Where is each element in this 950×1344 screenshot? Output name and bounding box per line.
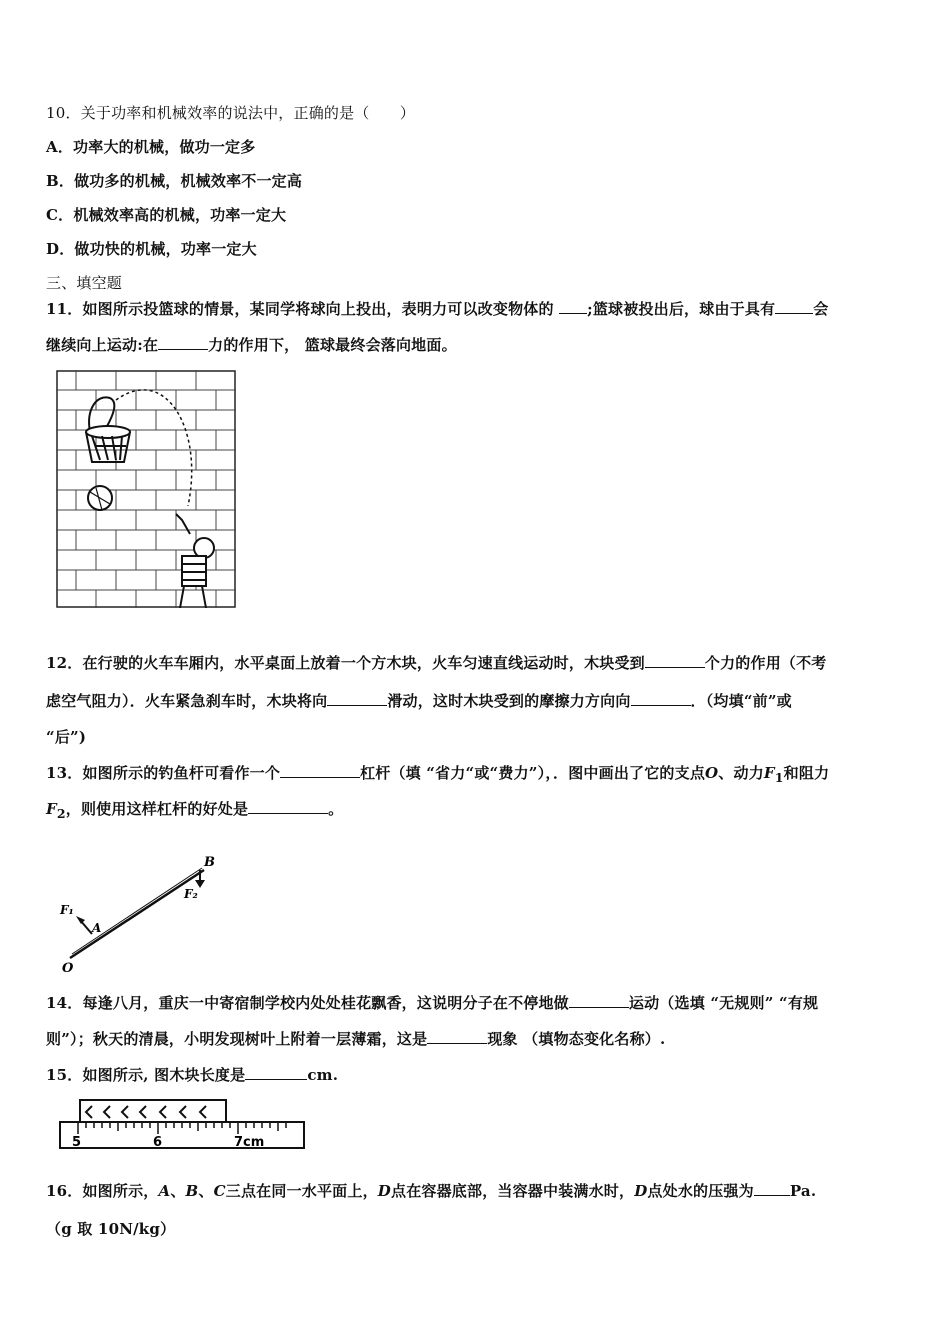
q15-line-1: [46, 1064, 338, 1085]
q12-text-1a: 12．在行驶的火车车厢内，水平桌面上放着一个方木块，火车匀速直线运动时，木块受到: [46, 654, 645, 672]
q12-blank-2: [327, 691, 387, 706]
q16-text-1a: 16．如图所示，: [46, 1182, 159, 1200]
ruler-tick-5: 5: [72, 1135, 82, 1150]
q13-line-2: [46, 798, 343, 821]
q13-var-f1: F: [763, 764, 775, 782]
q13-text-sep: 、动力: [718, 764, 764, 782]
q14-blank-1: [569, 993, 629, 1008]
q16-line-2: （g 取 10N/kg）: [46, 1220, 176, 1238]
ruler-tick-7: 7cm: [234, 1135, 265, 1150]
q13-blank-1: [280, 763, 360, 778]
label-f2: F₂: [184, 887, 198, 901]
q12-blank-1: [645, 653, 705, 668]
rod-line: [70, 870, 204, 958]
q16-line-1: [46, 1180, 816, 1201]
q12-blank-3: [631, 691, 691, 706]
q13-line-1: [46, 762, 829, 785]
q13-blank-2: [248, 799, 328, 814]
ruler-figure: [56, 1098, 308, 1154]
q10-option-b: B．做功多的机械，机械效率不一定高: [46, 172, 303, 190]
q13-text-2: ，则使用这样杠杆的好处是: [65, 800, 249, 818]
q12-line-2: [46, 690, 792, 711]
fishing-rod-figure: [52, 850, 242, 976]
q11-text-1b: ;篮球被投出后，球由于具有: [587, 300, 776, 318]
label-f1: F₁: [60, 903, 74, 917]
q11-line-1: [46, 298, 828, 319]
q14-text-1b: 运动（选填 “无规则” “有规: [628, 994, 819, 1012]
q14-text-2a: 则”）；秋天的清晨，小明发现树叶上附着一层薄霜，这是: [46, 1030, 428, 1048]
basketball-figure: [56, 370, 236, 608]
q16-var-d2: D: [634, 1182, 648, 1200]
q14-text-1a: 14．每逢八月，重庆一中寄宿制学校内处处桂花飘香，这说明分子在不停地做: [46, 994, 569, 1012]
q11-text-2b: 力的作用下， 篮球最终会落向地面。: [208, 336, 457, 354]
q14-blank-2: [427, 1029, 487, 1044]
q10-stem: 10．关于功率和机械效率的说法中，正确的是（ ）: [46, 104, 416, 122]
q16-sep-1: 、: [170, 1182, 186, 1200]
q12-line-1: [46, 652, 827, 673]
q12-line-3: “后”): [46, 728, 87, 746]
q10-option-d: D．做功快的机械，功率一定大: [46, 240, 257, 258]
q16-var-b: B: [185, 1182, 199, 1200]
q14-line-1: [46, 992, 818, 1013]
q16-text-1d: 点处水的压强为: [647, 1182, 754, 1200]
q13-text-end: 。: [328, 800, 344, 818]
q11-blank-2: [775, 299, 813, 314]
q16-text-1c: 点在容器底部，当容器中装满水时，: [391, 1182, 635, 1200]
q11-text-2a: 继续向上运动:在: [46, 336, 159, 354]
q15-text-1a: 15．如图所示, 图木块长度是: [46, 1066, 246, 1084]
q13-text-1b: 杠杆（填 “省力“或“费力”），．图中画出了它的支点: [360, 764, 706, 782]
label-a: A: [92, 921, 102, 935]
q13-var-f2: F: [46, 800, 57, 818]
q11-text-1c: 会: [813, 300, 829, 318]
q16-blank-1: [754, 1181, 790, 1196]
q14-line-2: [46, 1028, 665, 1049]
q14-text-2b: 现象 （填物态变化名称）.: [487, 1030, 666, 1048]
q13-var-f1-sub: 1: [774, 770, 784, 785]
q10-option-c: C．机械效率高的机械，功率一定大: [46, 206, 287, 224]
q16-var-d: D: [377, 1182, 391, 1200]
wood-block: [80, 1100, 226, 1122]
q13-var-o: O: [705, 764, 719, 782]
q16-sep-2: 、: [198, 1182, 214, 1200]
q13-text-1a: 13．如图所示的钓鱼杆可看作一个: [46, 764, 281, 782]
q16-var-a: A: [158, 1182, 171, 1200]
q13-text-and: 和阻力: [783, 764, 830, 782]
q13-var-f2-sub: 2: [56, 806, 66, 821]
q16-text-1b: 三点在同一水平面上，: [225, 1182, 378, 1200]
label-o: O: [62, 961, 74, 976]
q11-blank-3: [158, 335, 208, 350]
q16-text-1e: Pa.: [789, 1182, 817, 1200]
q10-option-a: A．功率大的机械，做功一定多: [46, 138, 256, 156]
label-b: B: [204, 855, 215, 870]
q12-text-2c: ．（均填“前”或: [690, 692, 792, 710]
q11-blank-1: [559, 299, 587, 314]
q11-line-2: [46, 334, 457, 355]
q15-text-1b: cm.: [307, 1066, 339, 1084]
q12-text-1b: 个力的作用（不考: [704, 654, 827, 672]
q11-text-1a: 11．如图所示投篮球的情景，某同学将球向上投出，表明力可以改变物体的: [46, 300, 560, 318]
ruler-tick-6: 6: [153, 1135, 163, 1150]
q15-blank-1: [245, 1065, 307, 1080]
q12-text-2a: 虑空气阻力）．火车紧急刹车时，木块将向: [46, 692, 328, 710]
q16-var-c: C: [213, 1182, 226, 1200]
section-heading-fill-in: 三、填空题: [46, 274, 123, 292]
q12-text-2b: 滑动，这时木块受到的摩擦力方向向: [387, 692, 631, 710]
